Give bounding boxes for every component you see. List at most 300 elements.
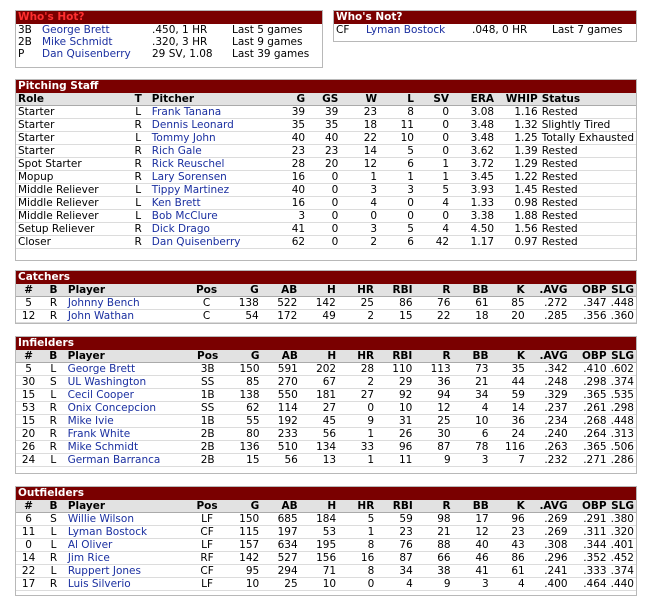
pitcher-cell: 1.22 [496,171,540,184]
player-cell: 294 [261,565,299,578]
player-cell: 3 [453,578,491,591]
player-row[interactable] [16,565,636,578]
player-cell: 53 [16,402,41,415]
player-cell: 27 [338,389,376,402]
player-cell: 25 [414,415,452,428]
player-cell: 270 [262,376,300,389]
player-cell: .410 [570,363,609,376]
pitcher-cell: R [127,158,150,171]
player-cell: 28 [338,363,376,376]
hot-span: Last 39 games [232,48,310,60]
outfielders-table [16,500,636,591]
pitcher-cell: 3.93 [451,184,496,197]
batting-col-header: K [491,284,527,297]
pitcher-cell: Middle Reliever [16,210,127,223]
player-cell: 41 [453,565,491,578]
pitching-col-header: W [340,93,379,106]
pitcher-cell: Rested [540,236,636,249]
pitcher-row[interactable] [16,184,636,197]
pitching-staff-panel [15,79,637,261]
pitcher-cell: Rested [540,106,636,119]
player-name-link[interactable]: Johnny Bench [66,297,189,310]
batting-col-header: B [41,500,66,513]
player-cell: 184 [300,513,338,526]
pitcher-cell: 3 [340,184,379,197]
player-cell: 3B [190,363,225,376]
player-cell: .374 [610,376,634,388]
player-cell: 15 [225,454,262,467]
pitcher-cell: 28 [270,158,307,171]
player-row[interactable] [16,376,636,389]
player-cell: .240 [527,428,570,441]
player-cell: .440 [610,578,634,590]
player-cell: .329 [527,389,570,402]
pitcher-row[interactable] [16,106,636,119]
player-cell: 87 [414,441,452,454]
pitcher-name-link[interactable]: Tommy John [150,132,270,145]
hot-stat: 29 SV, 1.08 [152,48,213,60]
pitcher-name-link[interactable]: Bob McClure [150,210,270,223]
player-cell: 54 [224,310,261,323]
batting-col-header: AB [261,284,300,297]
pitcher-row[interactable] [16,145,636,158]
player-cell: .291 [570,513,609,526]
player-cell: 5 [16,363,41,376]
player-cell: .360 [610,310,634,322]
player-row[interactable] [16,552,636,565]
batting-col-header: R [414,350,452,363]
player-cell: 0 [338,402,376,415]
player-cell: .298 [610,402,634,414]
hot-pos: 3B [18,24,32,36]
pitcher-cell: R [127,236,150,249]
pitcher-cell: 3.48 [451,119,496,132]
player-cell: L [41,565,66,578]
player-row[interactable] [16,363,636,376]
player-cell: 142 [225,552,262,565]
player-cell: S [41,513,66,526]
player-cell: 56 [262,454,300,467]
batting-col-header: G [224,284,261,297]
player-name-link[interactable]: Ruppert Jones [66,565,190,578]
pitcher-cell: 8 [379,106,416,119]
player-cell: 10 [453,415,491,428]
pitcher-cell: 3 [379,184,416,197]
pitcher-row[interactable] [16,171,636,184]
hot-span: Last 5 games [232,24,303,36]
batting-col-header: SLG [609,350,636,363]
pitcher-cell: Middle Reliever [16,197,127,210]
player-cell: 195 [300,539,338,552]
catchers-header-row [16,284,636,297]
pitching-col-header: SV [416,93,451,106]
pitcher-cell: Starter [16,132,127,145]
player-cell: 5 [338,513,376,526]
player-cell: 2B [190,428,225,441]
pitcher-name-link[interactable]: Dan Quisenberry [150,236,270,249]
player-cell: R [41,552,66,565]
pitcher-cell: 40 [270,184,307,197]
player-cell: 96 [376,441,414,454]
player-name-link[interactable]: German Barranca [66,454,191,467]
pitcher-row[interactable] [16,223,636,236]
player-cell: 3 [453,454,491,467]
pitching-col-header: G [270,93,307,106]
batting-col-header: R [415,500,453,513]
player-cell: R [41,310,66,323]
player-cell: 94 [414,389,452,402]
batting-col-header: G [225,500,262,513]
player-cell: 138 [224,297,261,310]
player-cell: 13 [300,454,338,467]
pitcher-cell: 10 [379,132,416,145]
pitcher-cell: Rested [540,197,636,210]
pitcher-name-link[interactable]: Dick Drago [150,223,270,236]
pitching-col-header: GS [307,93,340,106]
player-cell: .380 [610,513,634,525]
player-name-link[interactable]: Mike Schmidt [66,441,191,454]
pitcher-cell: 5 [416,184,451,197]
pitcher-cell: 14 [340,145,379,158]
pitcher-cell: 1.17 [451,236,496,249]
outfielders-header-row [16,500,636,513]
player-name-link[interactable]: Willie Wilson [66,513,190,526]
player-cell: 8 [338,565,376,578]
player-cell: 86 [491,552,527,565]
player-cell: .271 [570,454,609,467]
player-cell: .320 [610,526,634,538]
pitcher-cell: 40 [270,132,307,145]
player-cell: 86 [376,297,415,310]
pitcher-cell: R [127,223,150,236]
player-row[interactable] [16,389,636,402]
pitcher-cell: 11 [379,119,416,132]
pitcher-row[interactable] [16,119,636,132]
player-cell: 92 [376,389,414,402]
pitcher-cell: 3.72 [451,158,496,171]
pitcher-cell: 1.29 [496,158,540,171]
player-cell: 202 [300,363,338,376]
pitcher-cell: Mopup [16,171,127,184]
pitcher-cell: 22 [340,132,379,145]
player-cell: .452 [610,552,634,564]
player-cell: SS [190,376,225,389]
player-cell: .285 [527,310,570,323]
player-cell: 11 [376,454,414,467]
player-cell: 25 [261,578,299,591]
player-cell: 16 [338,552,376,565]
player-cell: 45 [300,415,338,428]
pitcher-cell: Rested [540,223,636,236]
player-cell: C [189,297,224,310]
player-row[interactable] [16,402,636,415]
player-cell: 35 [490,363,527,376]
player-cell: 71 [300,565,338,578]
player-row[interactable] [16,441,636,454]
player-cell: .272 [527,297,570,310]
batting-col-header: AB [261,500,299,513]
batting-col-header: .AVG [527,500,570,513]
player-cell: .347 [570,297,609,310]
player-cell: 17 [453,513,491,526]
pitcher-cell: L [127,106,150,119]
pitcher-cell: 4 [416,197,451,210]
player-name-link[interactable]: John Wathan [66,310,189,323]
player-cell: .365 [570,389,609,402]
player-cell: 9 [414,454,452,467]
player-cell: 233 [262,428,300,441]
pitcher-cell: 5 [379,145,416,158]
player-cell: 134 [300,441,338,454]
batting-col-header: B [41,350,66,363]
player-cell: 136 [225,441,262,454]
player-cell: 10 [300,578,338,591]
player-cell: 197 [261,526,299,539]
whos-not-table [334,24,636,36]
player-cell: 527 [261,552,299,565]
pitcher-cell: L [127,210,150,223]
player-cell: 110 [376,363,414,376]
pitcher-name-link[interactable]: Dennis Leonard [150,119,270,132]
outfielders-panel [15,486,637,596]
pitcher-cell: Spot Starter [16,158,127,171]
player-cell: 21 [453,376,491,389]
player-name-link[interactable]: Frank White [66,428,191,441]
player-row[interactable] [16,526,636,539]
player-cell: .264 [570,428,609,441]
player-cell: 27 [300,402,338,415]
player-row[interactable] [16,310,636,323]
hot-name[interactable]: Dan Quisenberry [42,48,131,60]
player-cell: .311 [570,526,609,539]
pitcher-cell: 0 [416,145,451,158]
batting-col-header: RBI [376,500,414,513]
pitcher-row[interactable] [16,197,636,210]
player-cell: 510 [262,441,300,454]
player-cell: 192 [262,415,300,428]
player-cell: R [41,415,66,428]
player-row[interactable] [16,539,636,552]
player-cell: CF [190,565,225,578]
player-cell: .356 [570,310,609,323]
player-cell: 634 [261,539,299,552]
pitcher-name-link[interactable]: Rick Reuschel [150,158,270,171]
player-row[interactable] [16,428,636,441]
player-name-link[interactable]: Jim Rice [66,552,190,565]
pitcher-cell: 40 [307,132,340,145]
player-cell: 67 [300,376,338,389]
player-cell: .602 [610,363,634,375]
player-name-link[interactable]: Cecil Cooper [66,389,191,402]
player-cell: 1 [338,454,376,467]
pitcher-cell: Totally Exhausted [541,132,634,144]
pitcher-cell: 1.88 [496,210,540,223]
batting-col-header: RBI [376,350,414,363]
player-cell: 181 [300,389,338,402]
player-cell: 12 [414,402,452,415]
batting-col-header: H [300,500,338,513]
pitching-staff-title: Pitching Staff [16,80,636,93]
pitching-col-header: T [127,93,150,106]
player-cell: 8 [338,539,376,552]
player-cell: .400 [527,578,570,591]
player-cell: .401 [610,539,634,551]
player-cell: 22 [415,310,453,323]
player-name-link[interactable]: UL Washington [66,376,191,389]
pitcher-cell: 16 [270,197,307,210]
player-cell: 76 [415,297,453,310]
player-cell: .234 [527,415,570,428]
player-cell: 9 [338,415,376,428]
player-row[interactable] [16,454,636,467]
batting-col-header: BB [453,350,491,363]
pitcher-cell: 3.08 [451,106,496,119]
pitcher-cell: 1 [340,171,379,184]
batting-col-header: Player [66,284,189,297]
player-cell: L [41,363,66,376]
player-cell: 20 [491,310,527,323]
pitcher-cell: 39 [307,106,340,119]
player-cell: 23 [376,526,414,539]
player-cell: .269 [527,513,570,526]
player-cell: .365 [570,441,609,454]
player-name-link[interactable]: Al Oliver [66,539,190,552]
player-row[interactable] [16,297,636,310]
player-name-link[interactable]: George Brett [66,363,191,376]
player-cell: 2B [190,454,225,467]
pitching-col-header: Role [16,93,127,106]
player-cell: 15 [376,310,415,323]
pitcher-cell: 16 [270,171,307,184]
catchers-title: Catchers [16,271,636,284]
player-cell: 14 [490,402,527,415]
pitcher-cell: 4 [340,197,379,210]
player-name-link[interactable]: Lyman Bostock [66,526,190,539]
batting-col-header: HR [338,284,376,297]
player-row[interactable] [16,415,636,428]
player-cell: .448 [610,297,634,309]
pitcher-name-link[interactable]: Tippy Martinez [150,184,270,197]
player-cell: 17 [16,578,41,591]
pitcher-row[interactable] [16,132,636,145]
player-row[interactable] [16,513,636,526]
pitcher-cell: 1 [416,171,451,184]
infielders-panel [15,336,637,474]
pitcher-cell: 1.33 [451,197,496,210]
pitching-col-header: Status [540,93,636,106]
player-cell: 85 [491,297,527,310]
player-name-link[interactable]: Luis Silverio [66,578,190,591]
pitcher-cell: Rested [540,171,636,184]
pitcher-cell: Middle Reliever [16,184,127,197]
pitcher-cell: 0 [340,210,379,223]
player-cell: 26 [376,428,414,441]
player-cell: 12 [453,526,491,539]
player-cell: .269 [527,526,570,539]
pitcher-name-link[interactable]: Rich Gale [150,145,270,158]
player-cell: 26 [16,441,41,454]
player-cell: 1 [338,526,376,539]
batting-col-header: .AVG [527,284,570,297]
player-cell: 138 [225,389,262,402]
player-cell: 38 [415,565,453,578]
pitcher-cell: 42 [416,236,451,249]
pitcher-cell: 0 [416,119,451,132]
player-cell: 88 [415,539,453,552]
pitcher-cell: Closer [16,236,127,249]
player-cell: .464 [570,578,609,591]
outfielders-title: Outfielders [16,487,636,500]
player-cell: SS [190,402,225,415]
player-cell: .237 [527,402,570,415]
pitcher-cell: 18 [340,119,379,132]
pitcher-cell: 0 [307,197,340,210]
pitcher-row[interactable] [16,210,636,223]
pitcher-cell: 0 [379,210,416,223]
hot-name[interactable]: Mike Schmidt [42,36,113,48]
player-cell: 20 [16,428,41,441]
pitcher-cell: 3.48 [451,132,496,145]
pitcher-cell: 6 [379,236,416,249]
player-cell: 142 [299,297,338,310]
player-cell: 0 [16,539,41,552]
player-cell: R [41,441,66,454]
player-cell: .313 [610,428,634,440]
player-cell: 30 [16,376,41,389]
pitcher-cell: 41 [270,223,307,236]
player-cell: CF [190,526,225,539]
player-cell: 78 [453,441,491,454]
player-cell: 30 [414,428,452,441]
hot-name[interactable]: Lyman Bostock [366,24,446,36]
player-name-link[interactable]: Onix Concepcion [66,402,191,415]
pitcher-cell: 3 [340,223,379,236]
pitcher-cell: 0.97 [496,236,540,249]
pitcher-name-link[interactable]: Ken Brett [150,197,270,210]
player-cell: 6 [453,428,491,441]
pitcher-cell: 3.38 [451,210,496,223]
player-row[interactable] [16,578,636,591]
player-cell: 2 [338,376,376,389]
player-name-link[interactable]: Mike Ivie [66,415,191,428]
pitcher-cell: L [127,132,150,145]
pitcher-cell: 0 [416,132,451,145]
player-cell: 80 [225,428,262,441]
hot-name[interactable]: George Brett [42,24,110,36]
pitcher-row[interactable] [16,158,636,171]
whos-not-title: Who's Not? [334,11,636,24]
player-cell: LF [190,539,225,552]
pitcher-name-link[interactable]: Lary Sorensen [150,171,270,184]
hot-row [16,48,322,60]
pitcher-row[interactable] [16,236,636,249]
pitcher-cell: 0 [379,197,416,210]
catchers-panel [15,270,637,324]
pitcher-cell: Rested [540,145,636,158]
player-cell: 66 [415,552,453,565]
player-cell: .248 [527,376,570,389]
player-cell: 61 [452,297,490,310]
pitcher-name-link[interactable]: Frank Tanana [150,106,270,119]
player-cell: 7 [490,454,527,467]
player-cell: .342 [527,363,570,376]
player-cell: 9 [415,578,453,591]
batting-col-header: H [300,350,338,363]
player-cell: 43 [491,539,527,552]
hot-stat: .320, 3 HR [152,36,208,48]
pitcher-cell: Rested [540,210,636,223]
player-cell: .286 [610,454,634,466]
